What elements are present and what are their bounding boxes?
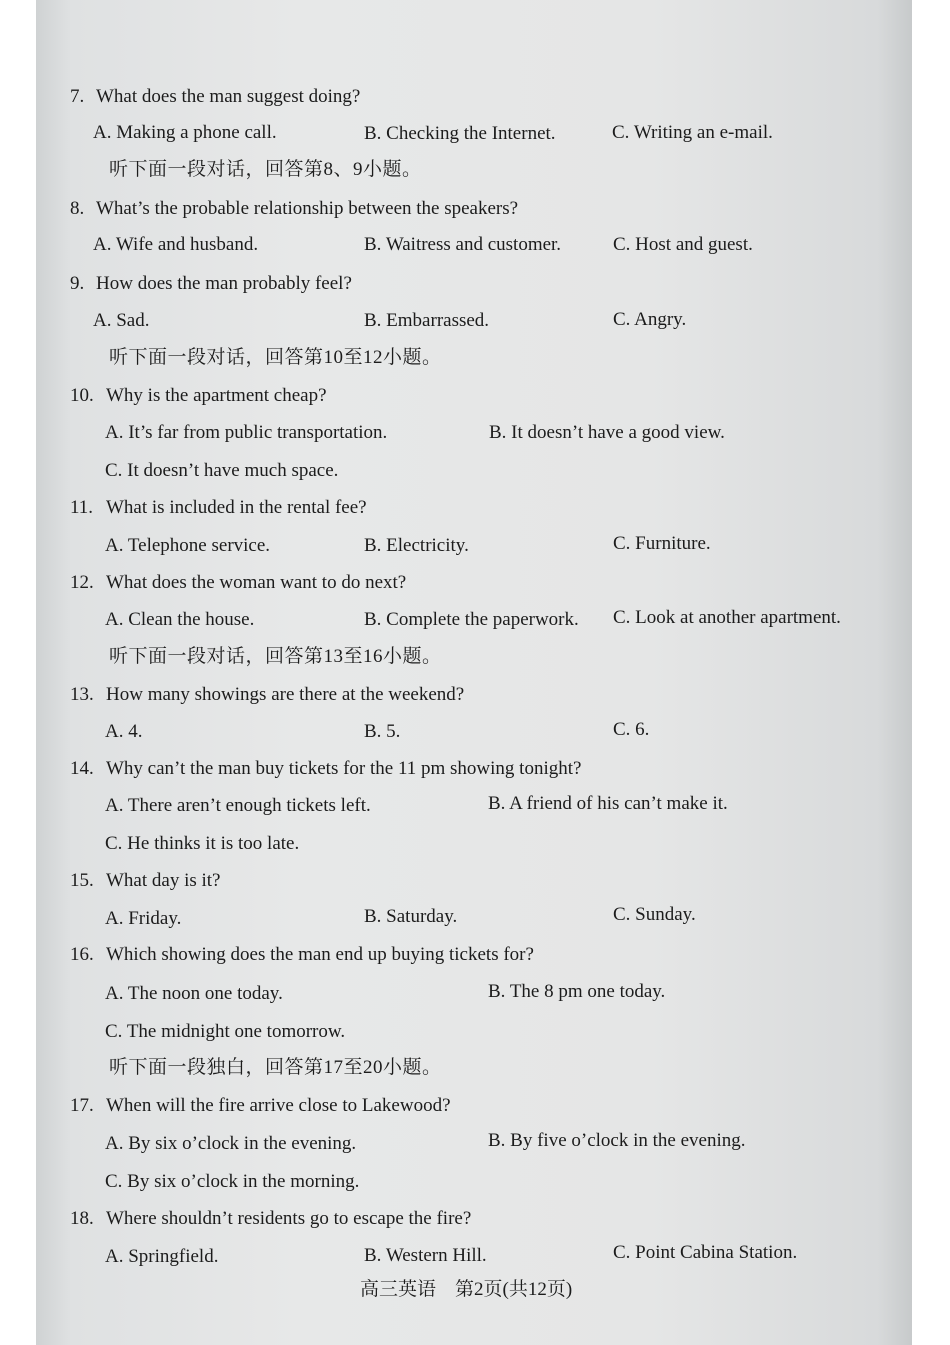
question-text: What’s the probable relationship between the speakers?: [96, 198, 519, 219]
question-number: 7.: [70, 86, 85, 107]
question-text: What does the woman want to do next?: [106, 572, 407, 593]
answer-option: B. Checking the Internet.: [364, 123, 556, 144]
question-text: Which showing does the man end up buying tickets for?: [106, 944, 534, 965]
answer-option: A. Making a phone call.: [93, 122, 277, 143]
answer-option: C. Writing an e-mail.: [612, 122, 773, 143]
question-number: 11.: [70, 497, 94, 518]
question-16: [70, 944, 534, 966]
question-number: 15.: [70, 870, 94, 891]
question-number: 17.: [70, 1095, 94, 1116]
question-18: [70, 1208, 471, 1230]
question-text: What day is it?: [106, 870, 221, 891]
question-text: How many showings are there at the weekend?: [106, 684, 465, 705]
answer-option: A. Clean the house.: [105, 609, 255, 630]
answer-option: B. Electricity.: [364, 535, 469, 556]
question-number: 14.: [70, 758, 94, 779]
answer-option: B. It doesn’t have a good view.: [489, 422, 725, 443]
question-number: 12.: [70, 572, 94, 593]
answer-option: B. By five o’clock in the evening.: [488, 1130, 746, 1151]
question-14: [70, 758, 581, 780]
answer-option: A. Telephone service.: [105, 535, 271, 556]
section-instruction: 听下面一段对话，回答第13至16小题。: [109, 646, 442, 667]
answer-option: B. Saturday.: [364, 906, 458, 927]
answer-option: A. Springfield.: [105, 1246, 219, 1267]
question-7: [70, 86, 360, 108]
question-11: [70, 497, 367, 519]
question-number: 10.: [70, 385, 94, 406]
question-12: [70, 572, 406, 594]
question-number: 18.: [70, 1208, 94, 1229]
answer-option: C. The midnight one tomorrow.: [105, 1021, 346, 1042]
question-text: Why is the apartment cheap?: [106, 385, 327, 406]
answer-option: A. It’s far from public transportation.: [105, 422, 388, 443]
question-text: What does the man suggest doing?: [96, 86, 361, 107]
question-number: 9.: [70, 273, 85, 294]
answer-option: C. 6.: [613, 719, 650, 740]
question-9: [70, 273, 352, 295]
answer-option: B. Embarrassed.: [364, 310, 490, 331]
question-8: [70, 198, 518, 220]
answer-option: C. Furniture.: [613, 533, 711, 554]
answer-option: C. Sunday.: [613, 904, 696, 925]
question-text: How does the man probably feel?: [96, 273, 352, 294]
question-text: What is included in the rental fee?: [106, 497, 367, 518]
answer-option: A. Friday.: [105, 908, 182, 929]
page-footer: 高三英语 第2页(共12页): [360, 1279, 573, 1300]
question-17: [70, 1095, 451, 1117]
answer-option: C. Look at another apartment.: [613, 607, 841, 628]
answer-option: C. Angry.: [613, 309, 687, 330]
question-10: [70, 385, 327, 407]
answer-option: A. Sad.: [93, 310, 150, 331]
answer-option: A. The noon one today.: [105, 983, 283, 1004]
answer-option: B. Western Hill.: [364, 1245, 487, 1266]
question-text: When will the fire arrive close to Lakewood?: [106, 1095, 451, 1116]
question-number: 16.: [70, 944, 94, 965]
answer-option: B. A friend of his can’t make it.: [488, 793, 728, 814]
answer-option: C. He thinks it is too late.: [105, 833, 300, 854]
question-number: 13.: [70, 684, 94, 705]
question-13: [70, 684, 464, 706]
answer-option: C. It doesn’t have much space.: [105, 460, 339, 481]
answer-option: B. 5.: [364, 721, 401, 742]
section-instruction: 听下面一段独白，回答第17至20小题。: [109, 1057, 442, 1078]
section-instruction: 听下面一段对话，回答第10至12小题。: [109, 347, 442, 368]
question-text: Where shouldn’t residents go to escape the fire?: [106, 1208, 472, 1229]
answer-option: C. Host and guest.: [613, 234, 753, 255]
answer-option: C. Point Cabina Station.: [613, 1242, 798, 1263]
question-15: [70, 870, 221, 892]
answer-option: A. 4.: [105, 721, 143, 742]
answer-option: B. The 8 pm one today.: [488, 981, 666, 1002]
answer-option: B. Waitress and customer.: [364, 234, 562, 255]
answer-option: A. There aren’t enough tickets left.: [105, 795, 371, 816]
exam-page: [36, 0, 912, 1345]
answer-option: A. Wife and husband.: [93, 234, 259, 255]
answer-option: A. By six o’clock in the evening.: [105, 1133, 357, 1154]
answer-option: B. Complete the paperwork.: [364, 609, 579, 630]
answer-option: C. By six o’clock in the morning.: [105, 1171, 360, 1192]
section-instruction: 听下面一段对话，回答第8、9小题。: [109, 159, 422, 180]
question-number: 8.: [70, 198, 85, 219]
question-text: Why can’t the man buy tickets for the 11 pm showing tonight?: [106, 758, 582, 779]
